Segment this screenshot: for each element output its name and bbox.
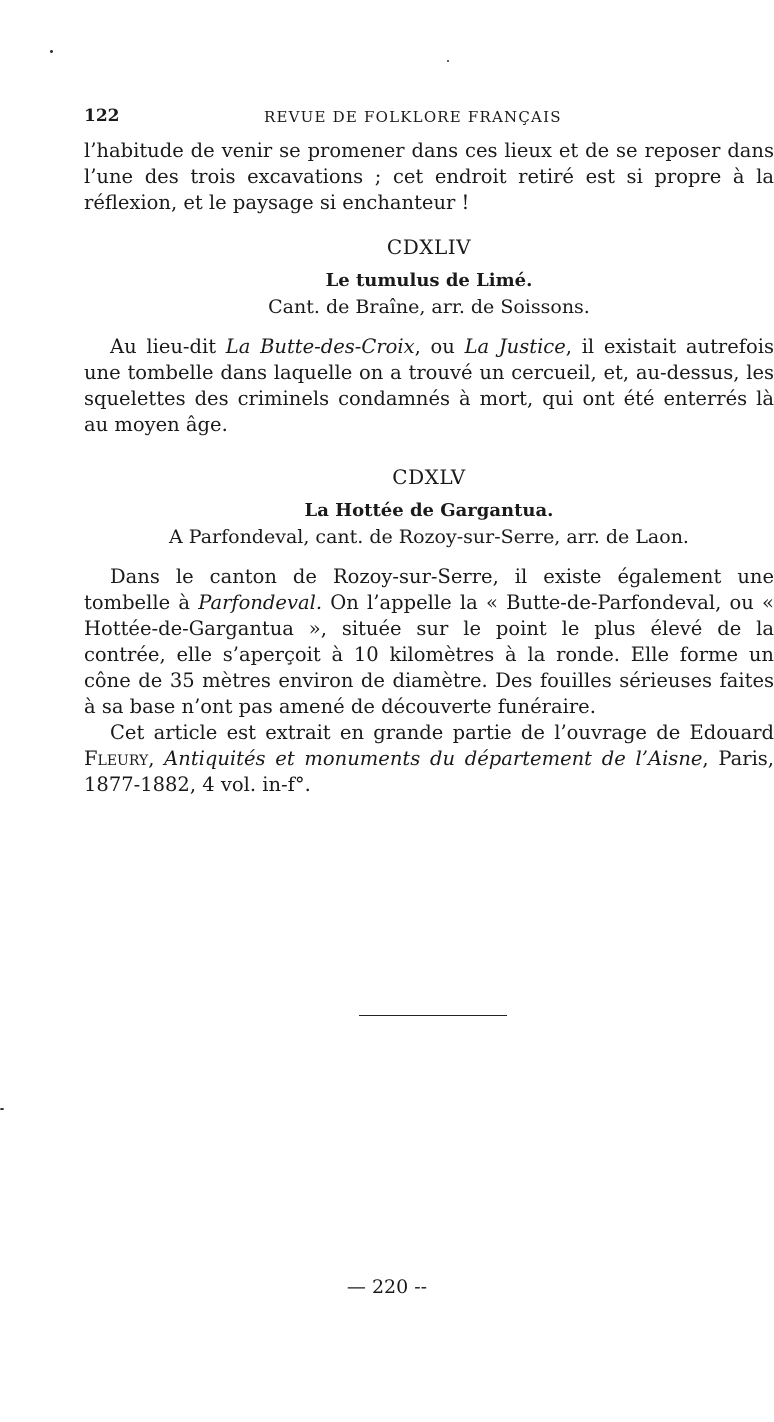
section-cdxliv (84, 234, 774, 438)
text-run: Cet article est extrait en grande partie de l’ouvrage de Edouard (110, 721, 774, 744)
source-note (84, 720, 774, 798)
text-run: , ou (414, 335, 465, 358)
section-title: La Hottée de Gargantua. (304, 500, 554, 521)
text-run: , il existait autrefois une tombelle dans laquelle on a trouvé un cercueil, et, au-dessus, les squelettes des criminels condamnés à mort, qui ont été enterrés là au moyen âge. (84, 335, 774, 436)
section-location: Cant. de Braîne, arr. de Soissons. (268, 296, 590, 318)
running-head (84, 100, 774, 130)
place-name: Parfondeval. (198, 591, 323, 614)
section-paragraph (84, 334, 774, 438)
end-rule (359, 1015, 507, 1016)
section-cdxlv (84, 464, 774, 798)
author-name: Fleury (84, 747, 149, 770)
section-location: A Parfondeval, cant. de Rozoy-sur-Serre, arr. de Laon. (169, 526, 689, 548)
section-title: Le tumulus de Limé. (325, 270, 533, 291)
text-run: , Paris, 1877-1882, 4 vol. in-f°. (84, 747, 774, 796)
page-body (84, 100, 774, 798)
place-name: La Justice (464, 335, 566, 358)
scan-speck (50, 50, 53, 53)
scan-speck (0, 1108, 4, 1110)
book-title: Antiquités et monuments du département de l’Aisne (164, 747, 703, 770)
footer-page-number: — 220 -- (346, 1276, 428, 1298)
section-number: CDXLV (392, 465, 466, 489)
text-run: On l’appelle la « Butte-de-Parfondeval, ou « Hottée-de-Gargantua », située sur le point le plus élevé de la contrée, elle s’aperçoit à 10 kilomètres à la ronde. Elle forme un cône de 35 mètres environ de diamètre. Des fouilles sérieuses faites à sa base n’ont pas amené de découverte funéraire. (84, 591, 774, 718)
section-paragraph (84, 564, 774, 720)
place-name: La Butte-des-Croix (225, 335, 415, 358)
section-number: CDXLIV (386, 235, 472, 259)
text-run: Au lieu-dit (110, 335, 226, 358)
text-run: Dans le canton de Rozoy-sur-Serre, il existe également une tombelle à (84, 565, 774, 614)
intro-paragraph: l’habitude de venir se promener dans ces lieux et de se reposer dans l’une des trois excavations ; cet endroit retiré est si propre à la réflexion, et le paysage si enchanteur ! (84, 139, 774, 214)
journal-title: REVUE DE FOLKLORE FRANÇAIS (264, 108, 562, 126)
text-run: , (148, 747, 165, 770)
scan-speck (447, 60, 449, 62)
page-number: 122 (84, 106, 120, 126)
